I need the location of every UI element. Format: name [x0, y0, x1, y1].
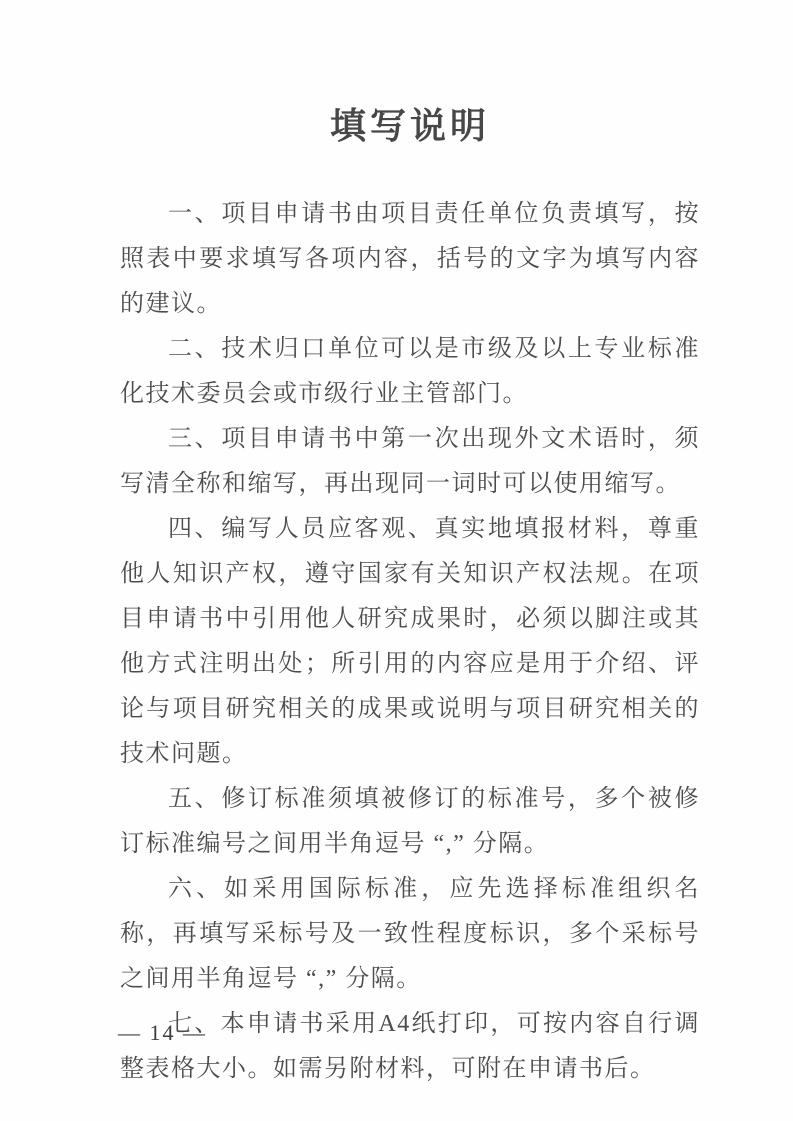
instructions-body	[120, 192, 700, 1092]
instruction-paragraph-4: 四、编写人员应客观、真实地填报材料，尊重他人知识产权，遵守国家有关知识产权法规。在项目申请书中引用他人研究成果时，必须以脚注或其他方式注明出处；所引用的内容应是用于介绍、评论与项目研究相关的成果或说明与项目研究相关的技术问题。	[120, 516, 700, 767]
instruction-paragraph-5: 五、修订标准须填被修订的标准号，多个被修订标准编号之间用半角逗号 “,” 分隔。	[120, 786, 700, 857]
page-number: — 14 —	[118, 1020, 207, 1045]
page-title: 填写说明	[329, 106, 490, 146]
instruction-paragraph-7: 七、本申请书采用A4纸打印，可按内容自行调整表格大小。如需另附材料，可附在申请书后。	[120, 1011, 700, 1082]
instruction-paragraph-1: 一、项目申请书由项目责任单位负责填写，按照表中要求填写各项内容，括号的文字为填写内容的建议。	[120, 201, 700, 317]
instruction-paragraph-2: 二、技术归口单位可以是市级及以上专业标准化技术委员会或市级行业主管部门。	[120, 336, 700, 407]
instruction-paragraph-6: 六、如采用国际标准，应先选择标准组织名称，再填写采标号及一致性程度标识，多个采标号之间用半角逗号 “,” 分隔。	[120, 876, 700, 992]
instruction-paragraph-3: 三、项目申请书中第一次出现外文术语时，须写清全称和缩写，再出现同一词时可以使用缩写。	[120, 426, 700, 497]
